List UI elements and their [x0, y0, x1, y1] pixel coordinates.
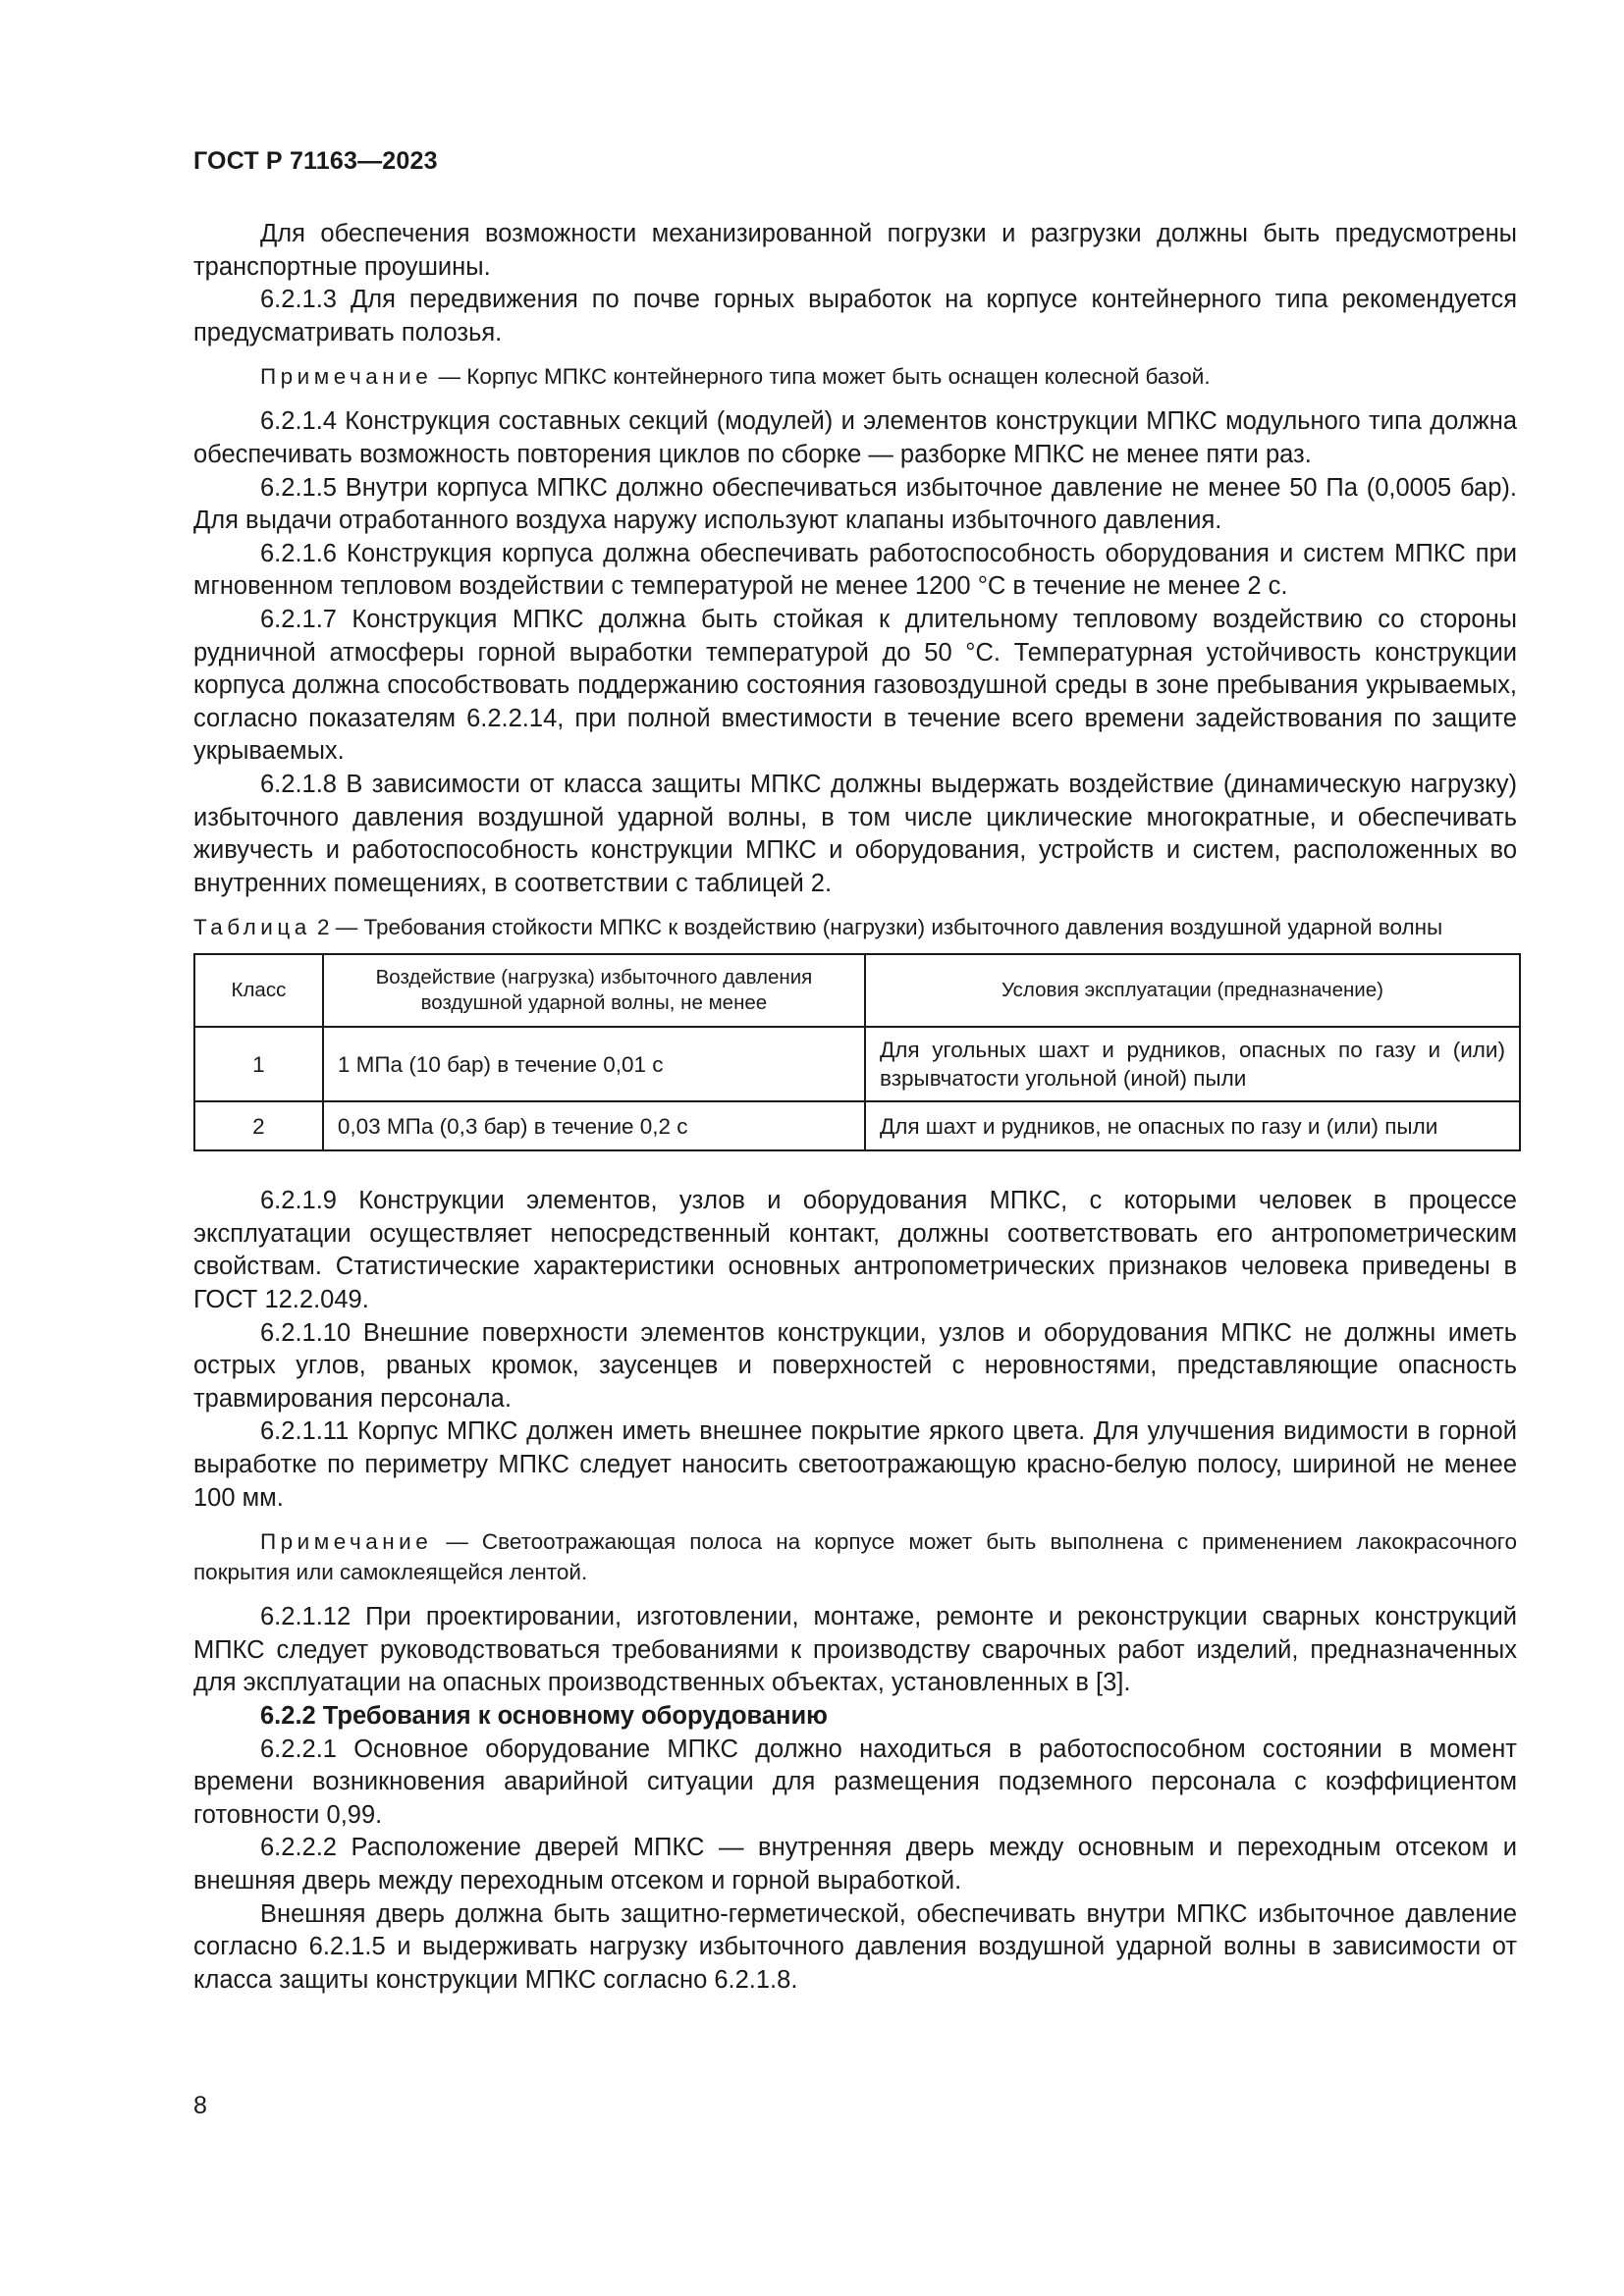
cell-load: 0,03 МПа (0,3 бар) в течение 0,2 с — [323, 1101, 865, 1150]
document-body — [193, 218, 1517, 1997]
cell-class: 2 — [194, 1101, 323, 1150]
paragraph-6-2-1-10: 6.2.1.10 Внешние поверхности элементов конструкции, узлов и оборудования МПКС не должны иметь острых углов, рваных кромок, заусенцев и поверхностей с неровностями, представляющие опасность травмирования персонала. — [193, 1318, 1517, 1413]
header-conditions: Условия эксплуатации (предназначение) — [865, 954, 1520, 1027]
note-1 — [193, 361, 1517, 392]
table-caption-label: Таблица — [193, 915, 311, 940]
header-load: Воздействие (нагрузка) избыточного давления воздушной ударной волны, не менее — [323, 954, 865, 1027]
page-number: 8 — [193, 2092, 207, 2119]
cell-conditions: Для шахт и рудников, не опасных по газу и (или) пыли — [865, 1101, 1520, 1150]
table-2 — [193, 953, 1521, 1151]
cell-conditions: Для угольных шахт и рудников, опасных по газу и (или) взрывчатости угольной (иной) пыли — [865, 1027, 1520, 1101]
paragraph-6-2-1-3: 6.2.1.3 Для передвижения по почве горных выработок на корпусе контейнерного типа рекомендуется предусматривать полозья. — [193, 286, 1517, 347]
table-header-row — [194, 954, 1520, 1027]
paragraph-6-2-1-5: 6.2.1.5 Внутри корпуса МПКС должно обеспечиваться избыточное давление не менее 50 Па (0,0005 бар). Для выдачи отработанного воздуха наружу используют клапаны избыточного давления. — [193, 473, 1517, 535]
note-text: — Светоотражающая полоса на корпусе может быть выполнена с применением лакокрасочного покрытия или самоклеящейся лентой. — [193, 1529, 1517, 1585]
note-label: Примечание — [260, 364, 433, 390]
cell-load: 1 МПа (10 бар) в течение 0,01 с — [323, 1027, 865, 1101]
section-after-table — [193, 1185, 1517, 1515]
paragraph-6-2-1-8: 6.2.1.8 В зависимости от класса защиты МПКС должны выдержать воздействие (динамическую нагрузку) избыточного давления воздушной ударной волны, в том числе циклические многократные, и обеспечивать живучесть и работоспособность конструкции МПКС и оборудования, устройств и систем, расположенных во внутренних помещениях, в соответствии с таблицей 2. — [193, 770, 1517, 897]
note-2 — [193, 1526, 1517, 1587]
table-caption — [193, 914, 1517, 941]
paragraph-6-2-1-4: 6.2.1.4 Конструкция составных секций (модулей) и элементов конструкции МПКС модульного типа должна обеспечивать возможность повторения циклов по сборке — разборке МПКС не менее пяти раз. — [193, 407, 1517, 468]
paragraph-6-2-1-7: 6.2.1.7 Конструкция МПКС должна быть стойкая к длительному тепловому воздействию со стороны рудничной атмосферы горной выработки температурой до 50 °С. Температурная устойчивость конструкции корпуса должна способствовать поддержанию состояния газовоздушной среды в зоне пребывания укрываемых, согласно показателям 6.2.2.14, при полной вместимости в течение всего времени задействования по защите укрываемых. — [193, 605, 1517, 766]
section-heading-6-2-2: 6.2.2 Требования к основному оборудованию — [260, 1702, 828, 1730]
note-text: — Корпус МПКС контейнерного типа может быть оснащен колесной базой. — [432, 364, 1211, 390]
table-row — [194, 1027, 1520, 1101]
header-class: Класс — [194, 954, 323, 1027]
cell-class: 1 — [194, 1027, 323, 1101]
paragraph-transport-lugs: Для обеспечения возможности механизированной погрузки и разгрузки должны быть предусмотрены транспортные проушины. — [193, 220, 1517, 281]
paragraph-outer-door: Внешняя дверь должна быть защитно-герметической, обеспечивать внутри МПКС избыточное давление согласно 6.2.1.5 и выдерживать нагрузку избыточного давления воздушной ударной волны в зависимости от класса защиты конструкции МПКС согласно 6.2.1.8. — [193, 1899, 1517, 1994]
table-caption-text: 2 — Требования стойкости МПКС к воздействию (нагрузки) избыточного давления воздушной ударной волны — [310, 915, 1443, 940]
paragraph-6-2-1-12: 6.2.1.12 При проектировании, изготовлении, монтаже, ремонте и реконструкции сварных конструкций МПКС следует руководствоваться требованиями к производству сварочных работ изделий, предназначенных для эксплуатации на опасных производственных объектах, установленных в [3]. — [193, 1603, 1517, 1697]
document-header: ГОСТ Р 71163—2023 — [193, 147, 438, 175]
paragraph-6-2-1-9: 6.2.1.9 Конструкции элементов, узлов и оборудования МПКС, с которыми человек в процессе эксплуатации осуществляет непосредственный контакт, должны соответствовать его антропометрическим свойствам. Статистические характеристики основных антропометрических признаков человека приведены в ГОСТ 12.2.049. — [193, 1187, 1517, 1314]
paragraph-6-2-1-11: 6.2.1.11 Корпус МПКС должен иметь внешнее покрытие яркого цвета. Для улучшения видимости в горной выработке по периметру МПКС следует наносить светоотражающую красно-белую полосу, шириной не менее 100 мм. — [193, 1417, 1517, 1512]
paragraph-6-2-2-2: 6.2.2.2 Расположение дверей МПКС — внутренняя дверь между основным и переходным отсеком и внешняя дверь между переходным отсеком и горной выработкой. — [193, 1834, 1517, 1895]
table-row — [194, 1101, 1520, 1150]
paragraph-6-2-1-6: 6.2.1.6 Конструкция корпуса должна обеспечивать работоспособность оборудования и систем МПКС при мгновенном тепловом воздействии с температурой не менее 1200 °С в течение не менее 2 с. — [193, 539, 1517, 601]
note-label: Примечание — [260, 1529, 433, 1555]
paragraph-6-2-2-1: 6.2.2.1 Основное оборудование МПКС должно находиться в работоспособном состоянии в момент времени возникновения аварийной ситуации для размещения подземного персонала с коэффициентом готовности 0,99. — [193, 1735, 1517, 1829]
